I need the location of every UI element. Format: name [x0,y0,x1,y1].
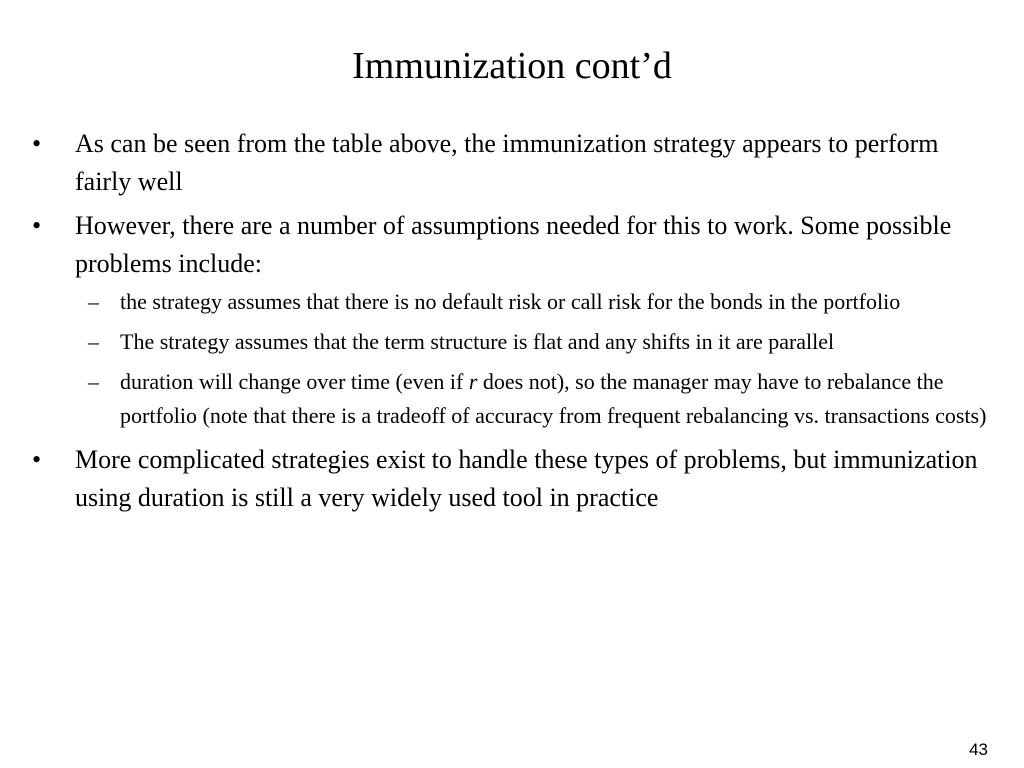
sub-item-term-structure [75,325,992,359]
bullet-item-complicated-strategies [32,441,992,517]
sub-item-text: the strategy assumes that there is no default risk or call risk for the bonds in the portfolio [120,289,901,314]
bullet-icon: • [32,445,42,474]
rate-variable: r [468,369,478,394]
sub-bullet-list [75,285,992,433]
bullet-text: However, there are a number of assumptions needed for this to work. Some possible problems include: [75,211,952,278]
bullet-text: As can be seen from the table above, the immunization strategy appears to perform fairly well [75,129,939,196]
bullet-text: More complicated strategies exist to handle these types of problems, but immunization using duration is still a very widely used tool in practice [75,445,978,512]
page-number: 43 [969,740,988,759]
sub-item-text: The strategy assumes that the term structure is flat and any shifts in it are parallel [120,329,835,354]
bullet-icon: • [32,129,42,158]
bullet-icon: • [32,211,42,240]
sub-item-rebalance [75,365,992,433]
dash-icon: – [88,329,99,354]
sub-item-text-start: duration will change over time (even if [120,369,469,394]
bullet-item-table-result [32,125,992,201]
sub-item-text-end: does not), so the manager may have to rebalance the portfolio (note that there is a tradeoff of accuracy from frequent rebalancing vs. transactions costs) [120,369,987,428]
sub-item-default-risk [75,285,992,319]
dash-icon: – [88,289,99,314]
bullet-list [32,125,992,523]
dash-icon: – [88,369,99,394]
slide-title: Immunization cont’d [352,45,672,87]
sub-item-text [120,369,986,428]
bullet-item-assumptions [32,207,992,433]
